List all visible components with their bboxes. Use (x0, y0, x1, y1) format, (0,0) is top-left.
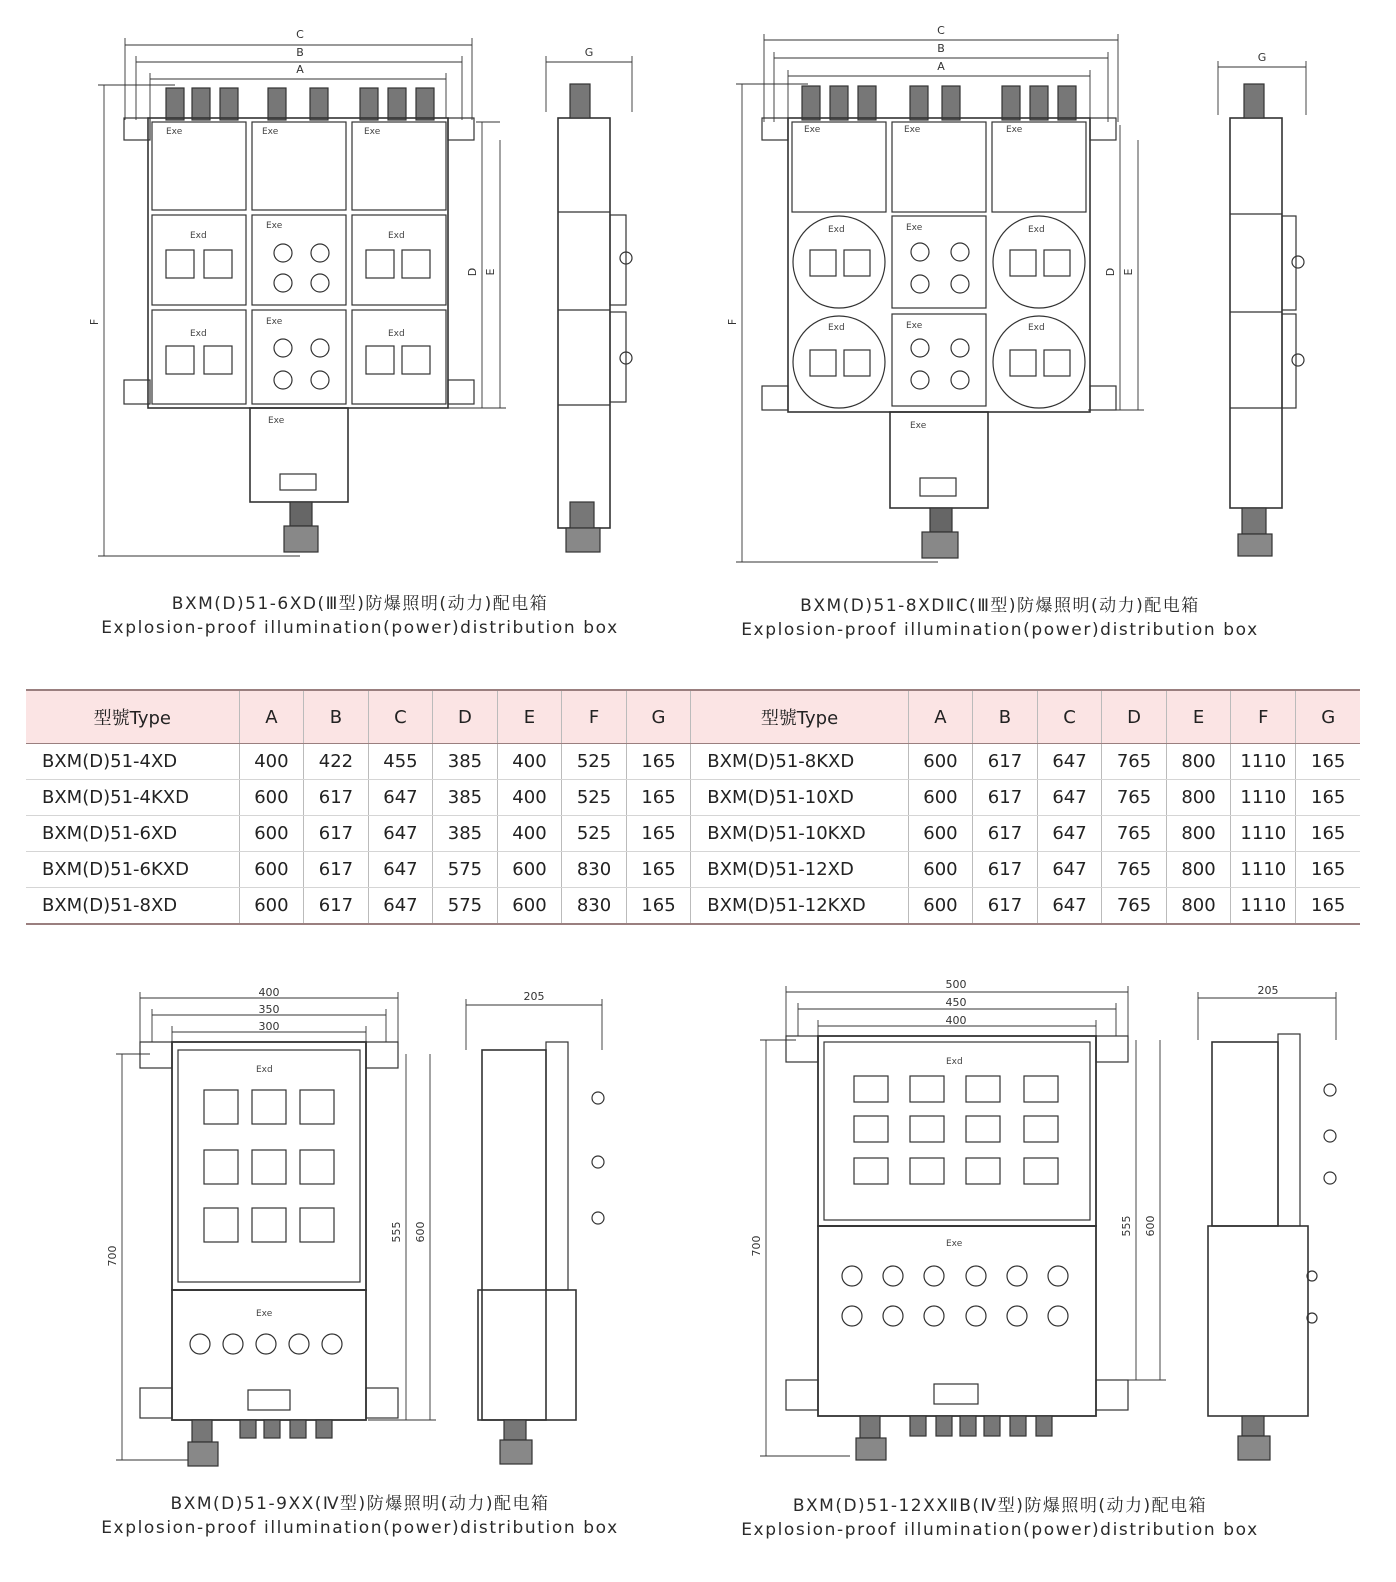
dim-b: B (296, 46, 304, 59)
caption-en: Explosion-proof illumination(power)distribution box (101, 618, 619, 638)
value-cell: 617 (304, 780, 369, 816)
svg-text:Exe: Exe (906, 321, 923, 331)
svg-text:Exe: Exe (906, 223, 923, 233)
value-cell: 600 (239, 816, 304, 852)
col-type-2: 型號Type (691, 690, 908, 744)
value-cell: 617 (973, 744, 1038, 780)
value-cell: 165 (626, 888, 691, 925)
dim-c: C (296, 28, 304, 41)
model-cell: BXM(D)51-10XD (691, 780, 908, 816)
dim-e: E (484, 268, 497, 276)
model-cell: BXM(D)51-4XD (26, 744, 239, 780)
mounting-bracket (124, 118, 150, 140)
value-cell: 400 (497, 816, 562, 852)
value-cell: 600 (908, 744, 973, 780)
spec-table (26, 689, 1360, 925)
col-type: 型號Type (26, 690, 239, 744)
cable-glands (166, 88, 434, 120)
value-cell: 385 (433, 780, 498, 816)
value-cell: 800 (1166, 852, 1231, 888)
model-cell: BXM(D)51-4KXD (26, 780, 239, 816)
value-cell: 765 (1102, 780, 1167, 816)
value-cell: 1110 (1231, 888, 1296, 925)
value-cell: 830 (562, 888, 627, 925)
value-cell: 647 (1037, 744, 1102, 780)
model-cell: BXM(D)51-8KXD (691, 744, 908, 780)
value-cell: 647 (1037, 888, 1102, 925)
svg-text:A: A (937, 60, 945, 73)
value-cell: 165 (1296, 744, 1360, 780)
value-cell: 600 (239, 888, 304, 925)
value-cell: 400 (497, 780, 562, 816)
table-header-row: 型號Type A B C D E F G 型號Type A B C D E F G (26, 690, 1360, 744)
dim-d: D (466, 267, 479, 277)
value-cell: 765 (1102, 888, 1167, 925)
value-cell: 455 (368, 744, 433, 780)
value-cell: 385 (433, 816, 498, 852)
svg-text:400: 400 (258, 986, 280, 999)
value-cell: 800 (1166, 816, 1231, 852)
value-cell: 600 (908, 780, 973, 816)
value-cell: 422 (304, 744, 369, 780)
caption-cn: BXM(D)51-6XD(Ⅲ型)防爆照明(动力)配电箱 (171, 594, 549, 614)
value-cell: 1110 (1231, 816, 1296, 852)
model-cell: BXM(D)51-8XD (26, 888, 239, 925)
svg-text:D: D (1104, 267, 1117, 277)
value-cell: 400 (239, 744, 304, 780)
model-cell: BXM(D)51-12XD (691, 852, 908, 888)
diagram-8xd (698, 0, 1396, 580)
value-cell: 575 (433, 852, 498, 888)
value-cell: 617 (973, 816, 1038, 852)
svg-text:F: F (726, 318, 739, 326)
value-cell: 165 (1296, 888, 1360, 925)
dim-g: G (584, 46, 594, 59)
svg-text:Exd: Exd (190, 231, 207, 241)
caption-d1 (40, 592, 680, 640)
svg-text:600: 600 (414, 1221, 427, 1243)
svg-text:Exe: Exe (1006, 125, 1023, 135)
caption-d2: BXM(D)51-8XDⅡC(Ⅲ型)防爆照明(动力)配电箱 Explosion-proof illumination(power)distribution box (741, 596, 1259, 640)
value-cell: 617 (973, 888, 1038, 925)
svg-text:Exe: Exe (266, 317, 283, 327)
svg-text:400: 400 (945, 1014, 967, 1027)
label-exe: Exe (166, 127, 183, 137)
svg-text:B: B (937, 42, 945, 55)
svg-text:Exe: Exe (256, 1309, 273, 1319)
model-cell: BXM(D)51-6XD (26, 816, 239, 852)
value-cell: 647 (368, 816, 433, 852)
svg-text:350: 350 (258, 1003, 280, 1016)
value-cell: 617 (304, 816, 369, 852)
svg-text:Exe: Exe (268, 416, 285, 426)
side-view (558, 84, 632, 552)
value-cell: 830 (562, 852, 627, 888)
value-cell: 800 (1166, 780, 1231, 816)
value-cell: 525 (562, 816, 627, 852)
diagram-9xx (0, 960, 700, 1490)
dim-a: A (296, 63, 304, 76)
table-row (26, 888, 1360, 925)
value-cell: 647 (1037, 780, 1102, 816)
value-cell: 800 (1166, 744, 1231, 780)
value-cell: 800 (1166, 888, 1231, 925)
svg-text:555: 555 (1120, 1215, 1133, 1237)
table-row (26, 852, 1360, 888)
svg-text:Exe: Exe (266, 221, 283, 231)
value-cell: 165 (1296, 816, 1360, 852)
svg-text:Exd: Exd (388, 231, 405, 241)
value-cell: 385 (433, 744, 498, 780)
diagram-12xx (700, 960, 1396, 1490)
value-cell: 1110 (1231, 852, 1296, 888)
svg-text:E: E (1122, 268, 1135, 276)
caption-d4: BXM(D)51-12XXⅡB(Ⅳ型)防爆照明(动力)配电箱 Explosion-proof illumination(power)distribution box (741, 1496, 1259, 1540)
svg-text:Exe: Exe (364, 127, 381, 137)
value-cell: 165 (626, 780, 691, 816)
value-cell: 647 (368, 852, 433, 888)
dim-f: F (88, 318, 101, 326)
caption-d3: BXM(D)51-9XX(Ⅳ型)防爆照明(动力)配电箱 Explosion-proof illumination(power)distribution box (101, 1494, 619, 1538)
svg-text:Exe: Exe (946, 1239, 963, 1249)
model-cell: BXM(D)51-6KXD (26, 852, 239, 888)
svg-text:Exd: Exd (190, 329, 207, 339)
svg-text:Exe: Exe (904, 125, 921, 135)
svg-text:Exe: Exe (910, 421, 927, 431)
table-row (26, 744, 1360, 780)
value-cell: 600 (497, 888, 562, 925)
svg-text:Exd: Exd (828, 323, 845, 333)
svg-text:300: 300 (258, 1020, 280, 1033)
value-cell: 165 (626, 744, 691, 780)
svg-text:G: G (1257, 51, 1267, 64)
value-cell: 165 (626, 816, 691, 852)
svg-text:555: 555 (390, 1221, 403, 1243)
value-cell: 647 (1037, 852, 1102, 888)
svg-text:450: 450 (945, 996, 967, 1009)
model-cell: BXM(D)51-10KXD (691, 816, 908, 852)
value-cell: 600 (908, 852, 973, 888)
diagram-6xd (0, 0, 700, 580)
value-cell: 647 (368, 780, 433, 816)
value-cell: 165 (626, 852, 691, 888)
svg-text:205: 205 (523, 990, 545, 1003)
value-cell: 647 (1037, 816, 1102, 852)
value-cell: 765 (1102, 816, 1167, 852)
value-cell: 600 (908, 888, 973, 925)
value-cell: 617 (304, 852, 369, 888)
value-cell: 525 (562, 780, 627, 816)
table-row (26, 816, 1360, 852)
svg-text:Exd: Exd (1028, 323, 1045, 333)
svg-text:C: C (937, 24, 945, 37)
value-cell: 600 (908, 816, 973, 852)
value-cell: 600 (239, 852, 304, 888)
value-cell: 765 (1102, 744, 1167, 780)
svg-text:Exd: Exd (1028, 225, 1045, 235)
value-cell: 617 (304, 888, 369, 925)
value-cell: 600 (497, 852, 562, 888)
svg-text:Exd: Exd (946, 1057, 963, 1067)
value-cell: 575 (433, 888, 498, 925)
svg-text:Exe: Exe (804, 125, 821, 135)
svg-text:500: 500 (945, 978, 967, 991)
value-cell: 165 (1296, 852, 1360, 888)
value-cell: 165 (1296, 780, 1360, 816)
value-cell: 617 (973, 780, 1038, 816)
value-cell: 647 (368, 888, 433, 925)
value-cell: 600 (239, 780, 304, 816)
svg-text:600: 600 (1144, 1215, 1157, 1237)
model-cell: BXM(D)51-12KXD (691, 888, 908, 925)
value-cell: 525 (562, 744, 627, 780)
value-cell: 1110 (1231, 780, 1296, 816)
svg-text:205: 205 (1257, 984, 1279, 997)
svg-text:700: 700 (750, 1235, 763, 1257)
table-row (26, 780, 1360, 816)
value-cell: 1110 (1231, 744, 1296, 780)
svg-text:Exd: Exd (256, 1065, 273, 1075)
value-cell: 765 (1102, 852, 1167, 888)
svg-text:Exd: Exd (828, 225, 845, 235)
svg-text:Exe: Exe (262, 127, 279, 137)
svg-text:700: 700 (106, 1245, 119, 1267)
svg-text:Exd: Exd (388, 329, 405, 339)
value-cell: 617 (973, 852, 1038, 888)
value-cell: 400 (497, 744, 562, 780)
